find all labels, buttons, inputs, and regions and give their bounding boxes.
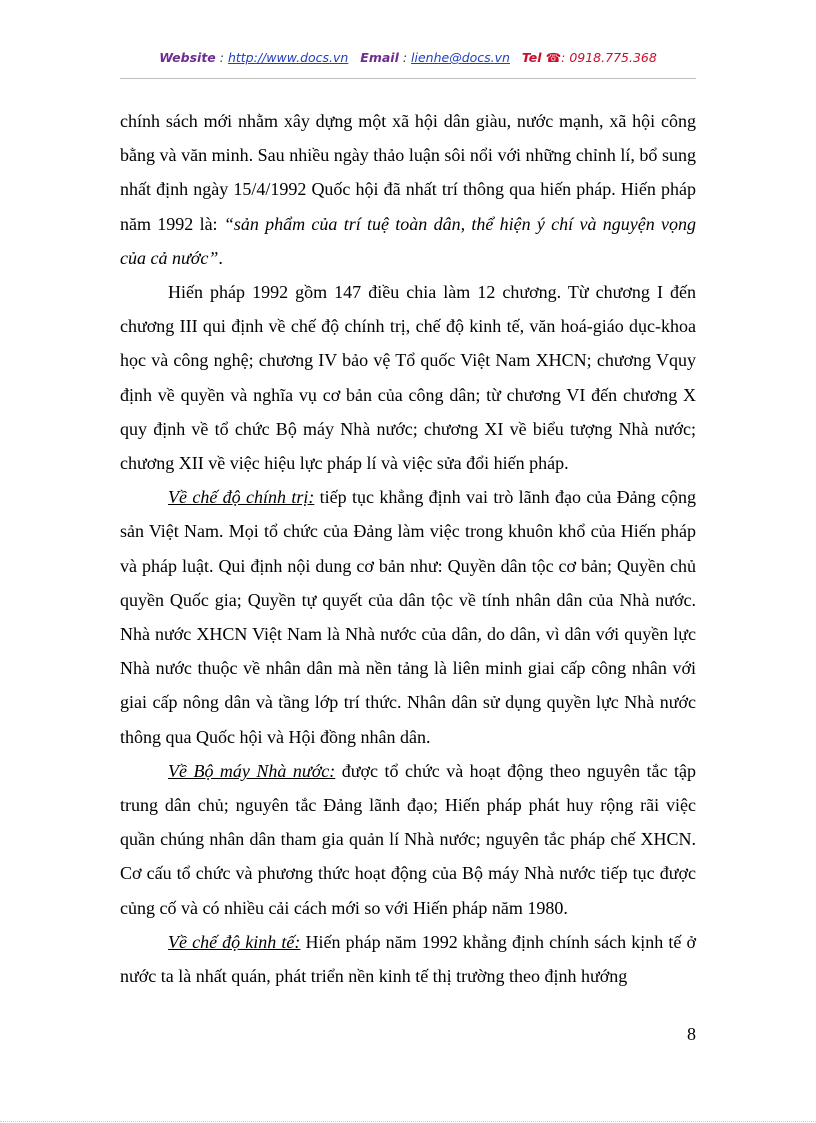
tel-label: Tel (521, 50, 542, 65)
website-separator: : (215, 50, 228, 65)
paragraph-end: . (218, 247, 223, 268)
paragraph-text: được tổ chức và hoạt động theo nguyên tắc tập trung dân chủ; nguyên tắc Đảng lãnh đạo; Hiến pháp phát huy rộng rãi việc quần chúng nhân dân tham gia quản lí Nhà nước; nguyên tắc pháp chế XHCN. Cơ cấu tổ chức và phương thức hoạt động của Bộ máy Nhà nước tiếp tục được củng cố và có nhiều cải cách mới so với Hiến pháp năm 1980. (120, 760, 696, 918)
quote: “sản phẩm của trí tuệ toàn dân, thể hiện ý chí và nguyện vọng của cả nước” (120, 213, 696, 268)
page-bottom-border (0, 1121, 816, 1122)
section-heading-economy: Về chế độ kinh tế: (168, 931, 301, 952)
website-link[interactable]: http://www.docs.vn (227, 50, 349, 65)
paragraph-text: Hiến pháp 1992 gồm 147 điều chia làm 12 chương. Từ chương I đến chương III qui định về chế độ chính trị, chế độ kinh tế, văn hoá-giáo dục-khoa học và công nghệ; chương IV bảo vệ Tổ quốc Việt Nam XHCN; chương Vquy định về quyền và nghĩa vụ cơ bản của công dân; từ chương VI đến chương X quy định về tổ chức Bộ máy Nhà nước; chương XI về biểu tượng Nhà nước; chương XII về việc hiệu lực pháp lí và việc sửa đổi hiến pháp. (120, 282, 696, 474)
tel-value: : 0918.775.368 (561, 50, 657, 65)
paragraph-2 (120, 275, 696, 480)
header-divider (120, 78, 696, 79)
paragraph-4 (120, 754, 696, 925)
page-number: 8 (687, 1024, 696, 1044)
phone-icon: ☎ (545, 50, 562, 65)
website-label: Website (159, 50, 216, 65)
email-separator: : (398, 50, 412, 65)
paragraph-5 (120, 925, 696, 993)
paragraph-text: tiếp tục khẳng định vai trò lãnh đạo của Đảng cộng sản Việt Nam. Mọi tổ chức của Đảng làm việc trong khuôn khổ của Hiến pháp và pháp luật. Qui định nội dung cơ bản như: Quyền dân tộc cơ bản; Quyền chủ quyền Quốc gia; Quyền tự quyết của dân tộc về tính nhân dân của Nhà nước. Nhà nước XHCN Việt Nam là Nhà nước của dân, do dân, vì dân với quyền lực Nhà nước thuộc về nhân dân mà nền tảng là liên minh giai cấp công nhân với giai cấp nông dân và tầng lớp trí thức. Nhân dân sử dụng quyền lực Nhà nước thông qua Quốc hội và Hội đồng nhân dân. (120, 487, 696, 747)
page-header (120, 50, 696, 65)
paragraph-text: chính sách mới nhằm xây dựng một xã hội dân giàu, nước mạnh, xã hội công bằng và văn minh. Sau nhiều ngày thảo luận sôi nổi với những chỉnh lí, bổ sung nhất định ngày 15/4/1992 Quốc hội đã nhất trí thông qua hiến pháp. Hiến pháp năm 1992 là: (120, 111, 696, 234)
document-body (120, 104, 696, 993)
section-heading-politics: Về chế độ chính trị: (168, 487, 315, 508)
paragraph-text: Hiến pháp năm 1992 khẳng định chính sách kịnh tế ở nước ta là nhất quán, phát triển nền kinh tế thị trường theo định hướng (120, 931, 696, 987)
email-label: Email (360, 50, 399, 65)
paragraph-1 (120, 104, 696, 275)
paragraph-3 (120, 480, 696, 754)
email-link[interactable]: lienhe@docs.vn (411, 50, 510, 65)
section-heading-state-apparatus: Về Bộ máy Nhà nước: (168, 760, 336, 781)
